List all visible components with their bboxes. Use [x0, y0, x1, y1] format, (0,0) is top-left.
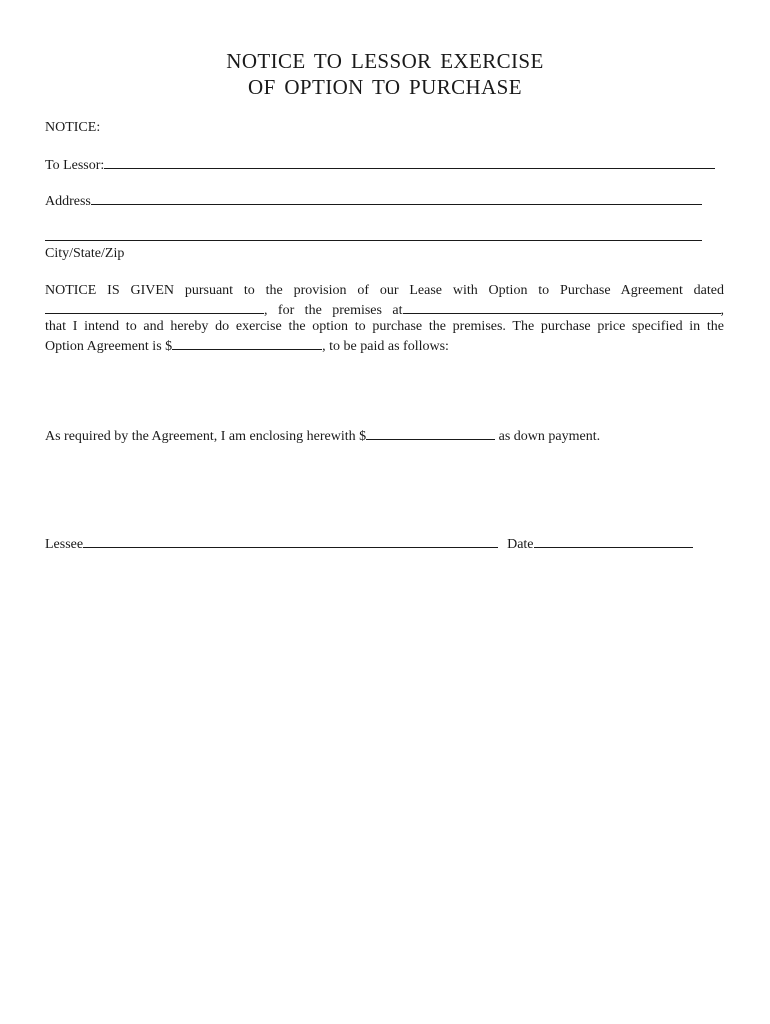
address-field[interactable]	[91, 191, 702, 205]
signature-row	[45, 534, 693, 554]
address-row	[45, 191, 702, 211]
city-state-zip-label: City/State/Zip	[45, 246, 125, 261]
document-title-line-2: OF OPTION TO PURCHASE	[248, 75, 522, 99]
premises-field[interactable]	[403, 300, 721, 314]
to-lessor-label: To Lessor:	[45, 158, 105, 173]
paragraph-line-2	[45, 300, 724, 318]
address-label: Address	[45, 194, 91, 209]
purchase-price-field[interactable]	[172, 336, 322, 350]
date-label: Date	[507, 537, 534, 552]
down-payment-label: As required by the Agreement, I am enclosing herewith $	[45, 429, 367, 444]
lessee-label: Lessee	[45, 537, 84, 552]
signature-date-field[interactable]	[534, 534, 693, 548]
payment-terms-label: , to be paid as follows:	[322, 339, 449, 354]
paragraph-line-3: that I intend to and hereby do exercise the option to purchase the premises. The purchase price specified in the	[45, 319, 724, 334]
paragraph-line-4	[45, 336, 724, 354]
to-lessor-row	[45, 155, 715, 175]
notice-label: NOTICE:	[45, 120, 101, 135]
document-title-line-1: NOTICE TO LESSOR EXERCISE	[226, 49, 544, 73]
paragraph-line-1: NOTICE IS GIVEN pursuant to the provision of our Lease with Option to Purchase Agreement dated	[45, 283, 724, 298]
notice-paragraph	[45, 282, 724, 354]
to-lessor-field[interactable]	[104, 155, 715, 169]
agreement-date-field[interactable]	[45, 300, 264, 314]
purchase-price-label: Option Agreement is $	[45, 339, 173, 354]
down-payment-field[interactable]	[366, 426, 495, 440]
lessee-signature-field[interactable]	[83, 534, 498, 548]
address-line-2-row	[45, 227, 702, 247]
down-payment-suffix: as down payment.	[495, 429, 601, 444]
address-line-2-field[interactable]	[45, 227, 702, 241]
premises-label: , for the premises at	[264, 303, 403, 318]
premises-comma: ,	[720, 303, 724, 318]
down-payment-row	[45, 426, 600, 446]
